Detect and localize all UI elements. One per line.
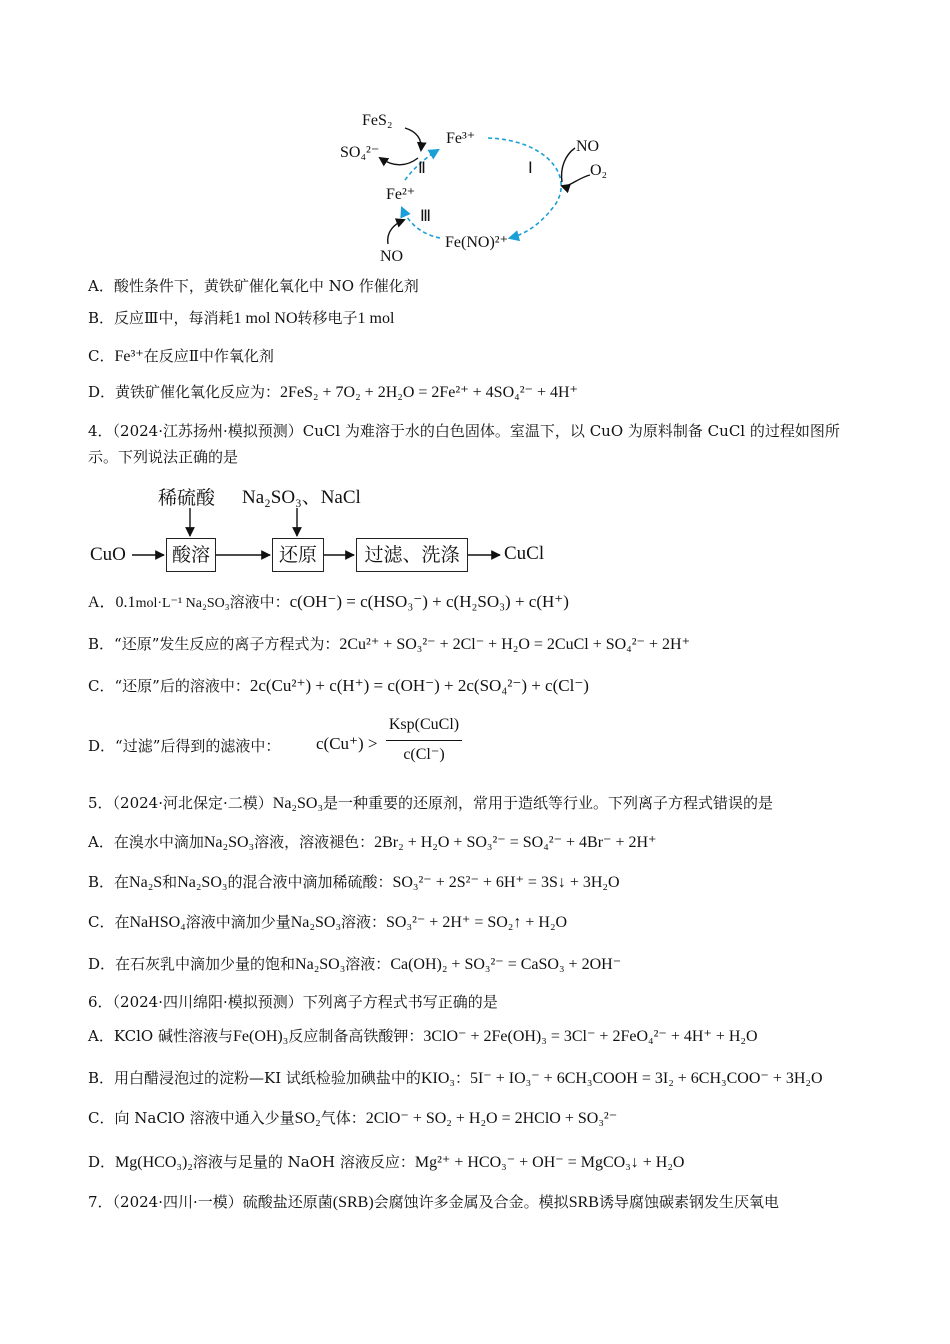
arrow-fes2-in bbox=[405, 128, 421, 150]
q5-option-d: D．在石灰乳中滴加少量的饱和Na₂SO₃溶液：Ca(OH)₂ + SO₃²⁻ = CaSO₃ + 2OH⁻ bbox=[88, 955, 622, 973]
q6-option-a: A．KClO 碱性溶液与Fe(OH)₃反应制备高铁酸钾：3ClO⁻ + 2Fe(OH)₃ = 3Cl⁻ + 2FeO₄²⁻ + 4H⁺ + H₂O bbox=[88, 1027, 758, 1045]
q4-stem: 4．（2024·江苏扬州·模拟预测）CuCl 为难溶于水的白色固体。室温下，以 CuO 为原料制备 CuCl 的过程如图所示。下列说法正确的是 bbox=[88, 422, 840, 466]
flow-end-cucl: CuCl bbox=[504, 543, 545, 564]
label-reaction-1: Ⅰ bbox=[528, 160, 533, 177]
flow-reagent-acid: 稀硫酸 bbox=[158, 487, 216, 509]
label-reaction-2: Ⅱ bbox=[418, 160, 426, 177]
q6-option-c: C．向 NaClO 溶液中通入少量SO₂气体：2ClO⁻ + SO₂ + H₂O = 2HClO + SO₃²⁻ bbox=[88, 1109, 618, 1127]
flow-start-cuo: CuO bbox=[90, 544, 126, 565]
label-no-top: NO bbox=[576, 138, 600, 155]
label-reaction-3: Ⅲ bbox=[420, 208, 432, 225]
arrow-no-in-bottom bbox=[388, 220, 404, 244]
arrow-so4-out bbox=[380, 158, 418, 165]
label-feno: Fe(NO)²⁺ bbox=[445, 234, 509, 251]
label-fes2: FeS₂ bbox=[362, 112, 393, 129]
q7-stem: 7．（2024·四川·一模）硫酸盐还原菌(SRB)会腐蚀许多金属及合金。模拟SRB诱导腐蚀碳素钢发生厌氧电 bbox=[88, 1193, 779, 1211]
label-fe2: Fe²⁺ bbox=[386, 186, 416, 203]
flow-step-dissolve: 酸溶 bbox=[166, 538, 216, 572]
label-no-bottom: NO bbox=[380, 248, 404, 265]
q5-option-c: C．在NaHSO₄溶液中滴加少量Na₂SO₃溶液：SO₃²⁻ + 2H⁺ = SO₂↑ + H₂O bbox=[88, 913, 568, 931]
q3-option-a: A．酸性条件下，黄铁矿催化氧化中 NO 作催化剂 bbox=[88, 277, 419, 295]
flow-step-filter: 过滤、洗涤 bbox=[356, 538, 468, 572]
flow-step-reduce: 还原 bbox=[272, 538, 324, 572]
q3-option-d: D．黄铁矿催化氧化反应为：2FeS₂ + 7O₂ + 2H₂O = 2Fe²⁺ + 4SO₄²⁻ + 4H⁺ bbox=[88, 383, 578, 401]
q4-d-lhs: c(Cu⁺) > bbox=[316, 734, 378, 753]
q4-option-b: B．“还原”发生反应的离子方程式为：2Cu²⁺ + SO₃²⁻ + 2Cl⁻ + H₂O = 2CuCl + SO₄²⁻ + 2H⁺ bbox=[88, 635, 691, 653]
q3-option-c: C．Fe³⁺在反应Ⅱ中作氧化剂 bbox=[88, 347, 274, 365]
q6-stem: 6．（2024·四川绵阳·模拟预测）下列离子方程式书写正确的是 bbox=[88, 993, 498, 1011]
q5-option-b: B．在Na₂S和Na₂SO₃的混合液中滴加稀硫酸：SO₃²⁻ + 2S²⁻ + 6H⁺ = 3S↓ + 3H₂O bbox=[88, 873, 620, 891]
q4-option-d: D．“过滤”后得到的滤液中： bbox=[88, 737, 281, 755]
cycle-arc-fe3-to-feno bbox=[488, 138, 561, 238]
label-fe3: Fe³⁺ bbox=[446, 130, 476, 147]
q5-stem: 5．（2024·河北保定·二模）Na₂SO₃是一种重要的还原剂，常用于造纸等行业。下列离子方程式错误的是 bbox=[88, 794, 774, 812]
q6-option-b: B．用白醋浸泡过的淀粉—KI 试纸检验加碘盐中的KIO₃：5I⁻ + IO₃⁻ + 6CH₃COOH = 3I₂ + 6CH₃COO⁻ + 3H₂O bbox=[88, 1069, 823, 1087]
label-o2: O₂ bbox=[590, 162, 608, 179]
arrow-o2-in bbox=[562, 175, 590, 186]
q6-option-d: D．Mg(HCO₃)₂溶液与足量的 NaOH 溶液反应：Mg²⁺ + HCO₃⁻ + OH⁻ = MgCO₃↓ + H₂O bbox=[88, 1153, 685, 1171]
flow-reagent-sulfite: Na₂SO₃、NaCl bbox=[242, 487, 361, 508]
q4-d-fraction-bar bbox=[386, 740, 462, 741]
q4-d-denominator: c(Cl⁻) bbox=[403, 746, 445, 763]
flow-arrows bbox=[0, 480, 950, 600]
q4-option-a: A．0.1mol·L⁻¹ Na₂SO₃溶液中：c(OH⁻) = c(HSO₃⁻) + c(H₂SO₃) + c(H⁺) bbox=[88, 592, 569, 611]
q5-option-a: A．在溴水中滴加Na₂SO₃溶液，溶液褪色：2Br₂ + H₂O + SO₃²⁻ = SO₄²⁻ + 4Br⁻ + 2H⁺ bbox=[88, 833, 657, 851]
q4-d-numerator: Ksp(CuCl) bbox=[388, 716, 460, 733]
q3-option-b: B．反应Ⅲ中，每消耗1 mol NO转移电子1 mol bbox=[88, 309, 395, 327]
arrow-no-in-top bbox=[562, 148, 575, 182]
label-so4: SO₄²⁻ bbox=[340, 144, 380, 161]
q4-option-c: C．“还原”后的溶液中：2c(Cu²⁺) + c(H⁺) = c(OH⁻) + 2c(SO₄²⁻) + c(Cl⁻) bbox=[88, 676, 589, 695]
